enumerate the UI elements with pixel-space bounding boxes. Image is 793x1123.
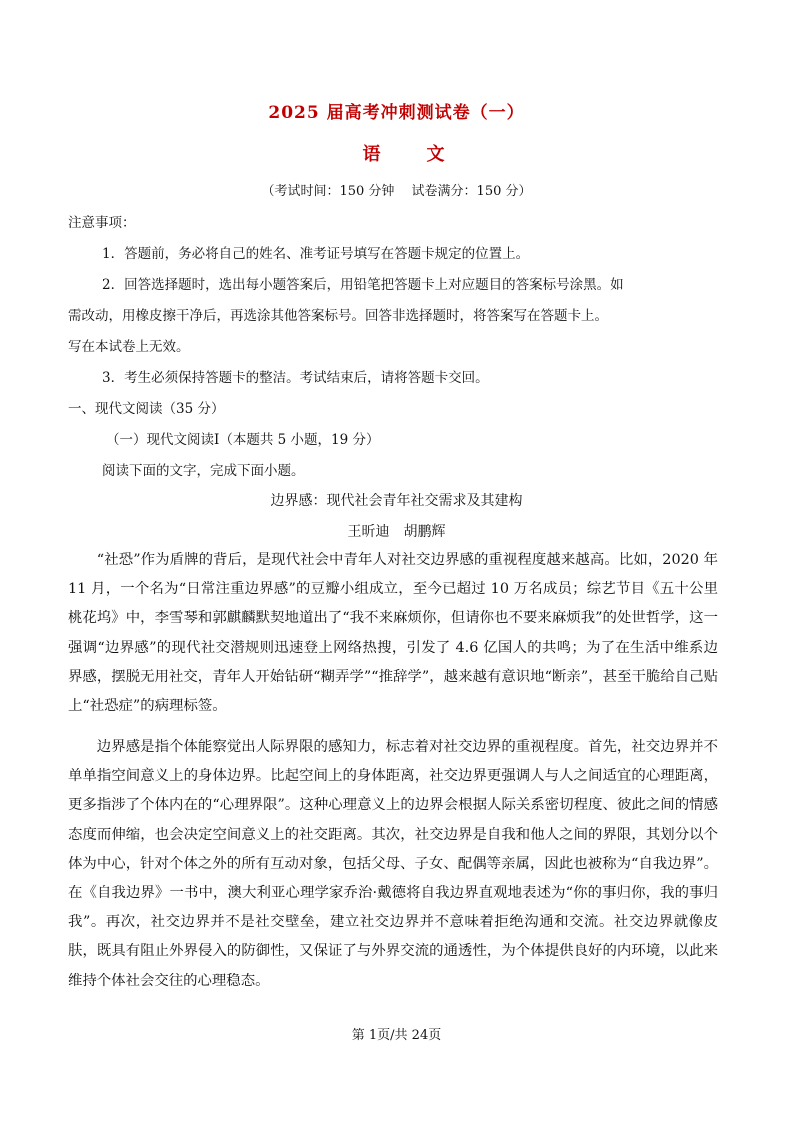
notice-item-2-line-2: 需改动，用橡皮擦干净后，再选涂其他答案标号。回答非选择题时，将答案写在答题卡上。 bbox=[68, 308, 608, 324]
article-title: 边界感：现代社会青年社交需求及其建构 bbox=[270, 493, 523, 509]
section-subheading: （一）现代文阅读Ⅰ（本题共 5 小题，19 分） bbox=[106, 432, 380, 448]
article-paragraph-1: “社恐”作为盾牌的背后，是现代社会中青年人对社交边界感的重视程度越来越高。比如，2020 年 11 月，一个名为“日常注重边界感”的豆瓣小组成立，至今已超过 10 万名成员；综艺节目《五十公里桃花坞》中，李雪琴和郭麒麟默契地道出了“我不来麻烦你，但请你也不要来麻烦我”的处世哲学，这一强调“边界感”的现代社交潜规则迅速登上网络热搜，引发了 4.6 亿国人的共鸣；为了在生活中维系边界感，摆脱无用社交，青年人开始钻研“糊弄学”“推辞学”，越来越有意识地“断亲”，甚至干脆给自己贴上“社恐症”的病理标签。 bbox=[68, 552, 718, 715]
notice-item-2-line-1: 2．回答选择题时，选出每小题答案后，用铅笔把答题卡上对应题目的答案标号涂黑。如 bbox=[102, 277, 624, 293]
exam-info: （考试时间：150 分钟 试卷满分：150 分） bbox=[261, 184, 532, 199]
notice-heading: 注意事项： bbox=[68, 215, 136, 231]
article-authors: 王昕迪 胡鹏辉 bbox=[347, 524, 446, 540]
section-heading: 一、现代文阅读（35 分） bbox=[68, 401, 225, 417]
article-paragraph-2: 边界感是指个体能察觉出人际界限的感知力，标志着对社交边界的重视程度。首先，社交边界并不单单指空间意义上的身体边界。比起空间上的身体距离，社交边界更强调人与人之间适宜的心理距离，更多指涉了个体内在的“心理界限”。这种心理意义上的边界会根据人际关系密切程度、彼此之间的情感态度而伸缩，也会决定空间意义上的社交距离。其次，社交边界是自我和他人之间的界限，其划分以个体为中心，针对个体之外的所有互动对象，包括父母、子女、配偶等亲属，因此也被称为“自我边界”。在《自我边界》一书中，澳大利亚心理学家乔治·戴德将自我边界直观地表述为“你的事归你，我的事归我”。再次，社交边界并不是社交壁垒，建立社交边界并不意味着拒绝沟通和交流。社交边界就像皮肤，既具有阻止外界侵入的防御性，又保证了与外界交流的通透性，为个体提供良好的内环境，以此来维持个体社会交往的心理稳态。 bbox=[68, 739, 718, 989]
notice-item-1: 1．答题前，务必将自己的姓名、准考证号填写在答题卡规定的位置上。 bbox=[102, 246, 530, 262]
page-number: 第 1页/共 24页 bbox=[351, 1028, 442, 1043]
notice-item-3: 3．考生必须保持答题卡的整洁。考试结束后，请将答题卡交回。 bbox=[102, 370, 489, 386]
exam-title: 2025 届高考冲刺测试卷（一） bbox=[268, 103, 525, 123]
notice-item-2-line-3: 写在本试卷上无效。 bbox=[68, 339, 190, 355]
subject-title: 语 文 bbox=[362, 144, 459, 165]
section-instruction: 阅读下面的文字，完成下面小题。 bbox=[102, 463, 305, 479]
